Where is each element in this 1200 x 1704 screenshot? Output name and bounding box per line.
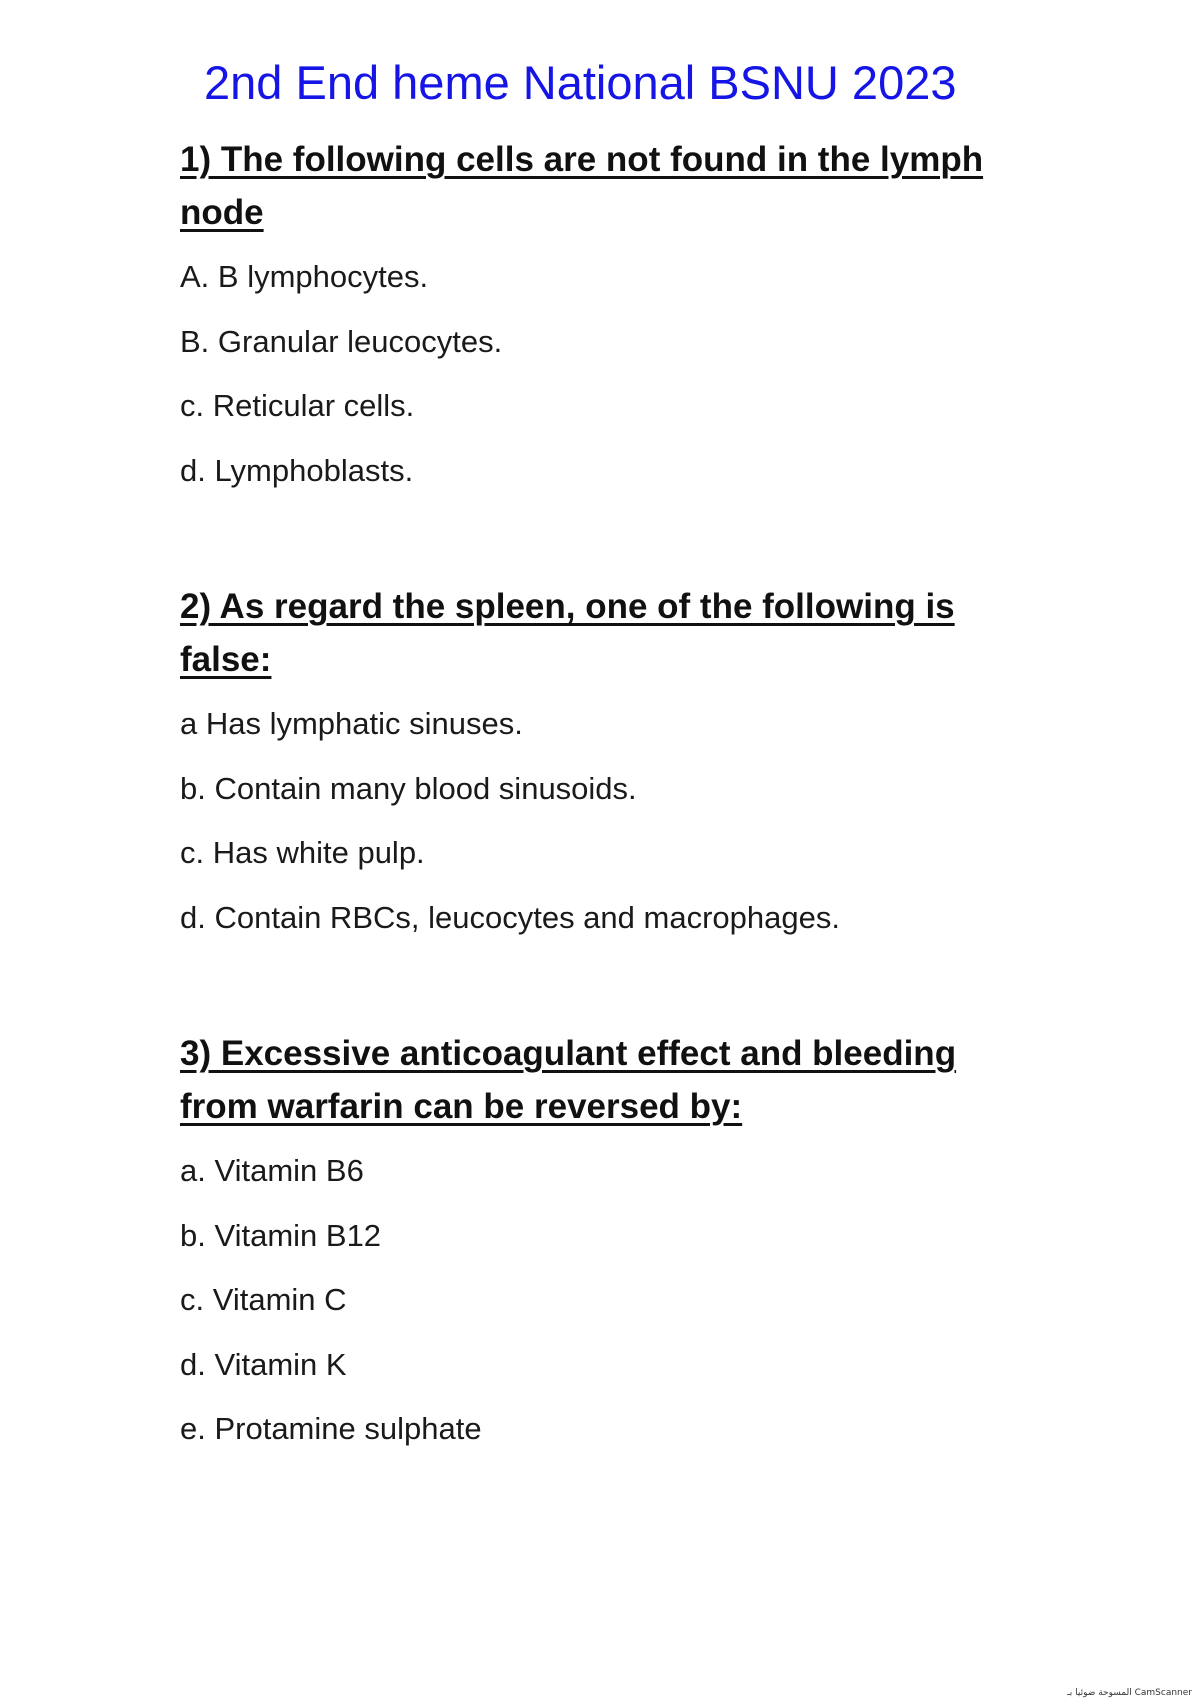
question-text: 1) The following cells are not found in the lymph node [180, 140, 984, 232]
option-b: B. Granular leucocytes. [180, 323, 503, 359]
page-title: 2nd End heme National BSNU 2023 [204, 56, 957, 109]
question-text: 2) As regard the spleen, one of the following is false: [180, 587, 955, 679]
scanner-watermark: المسوحة ضوئيا بـ CamScanner [1067, 1688, 1192, 1698]
option-b: b. Vitamin B12 [180, 1217, 382, 1253]
question-2 [180, 580, 1040, 950]
question-3 [180, 1027, 1040, 1462]
option-c: c. Reticular cells. [180, 388, 415, 423]
option-d: d. Vitamin K [180, 1346, 347, 1382]
option-a: A. B lymphocytes. [180, 259, 429, 294]
option-list [180, 1139, 1040, 1462]
option-d: d. Contain RBCs, leucocytes and macrophages. [180, 899, 840, 935]
question-1 [180, 133, 1040, 503]
option-list [180, 692, 1040, 950]
option-c: c. Vitamin C [180, 1282, 347, 1317]
option-c: c. Has white pulp. [180, 835, 425, 870]
option-a: a. Vitamin B6 [180, 1153, 364, 1188]
option-list [180, 245, 1040, 503]
question-text: 3) Excessive anticoagulant effect and bleeding from warfarin can be reversed by: [180, 1034, 957, 1126]
option-d: d. Lymphoblasts. [180, 452, 414, 488]
option-b: b. Contain many blood sinusoids. [180, 770, 637, 806]
option-a: a Has lymphatic sinuses. [180, 706, 523, 741]
option-e: e. Protamine sulphate [180, 1411, 482, 1446]
